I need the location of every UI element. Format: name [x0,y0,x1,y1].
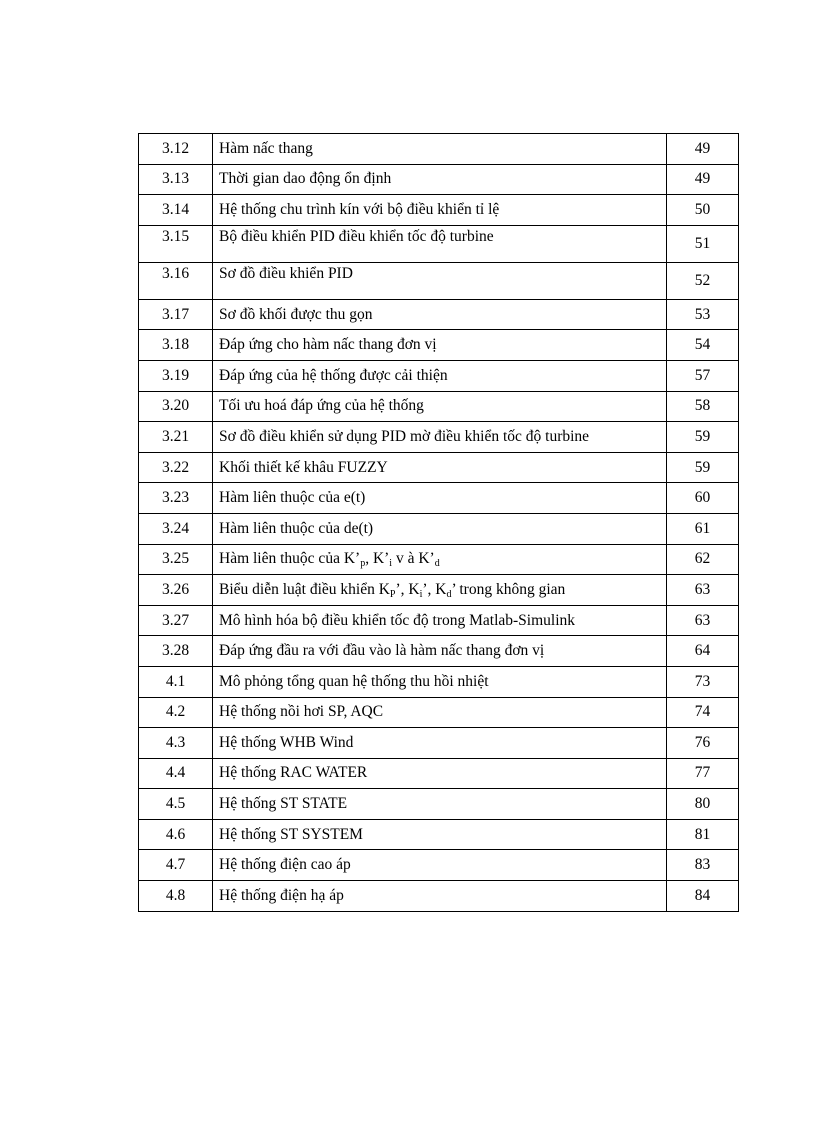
table-row [139,666,739,697]
table-row [139,483,739,514]
figure-title: Mô phỏng tổng quan hệ thống thu hồi nhiệt [213,666,667,697]
page-number: 60 [667,483,739,514]
page-number: 74 [667,697,739,728]
page-number: 53 [667,299,739,330]
page-number: 81 [667,819,739,850]
table-row [139,262,739,299]
figure-title: Đáp ứng cho hàm nấc thang đơn vị [213,330,667,361]
table-row [139,636,739,667]
figure-number: 3.25 [139,544,213,575]
page-number: 59 [667,452,739,483]
figure-number: 3.28 [139,636,213,667]
table-row [139,391,739,422]
figure-number: 3.14 [139,195,213,226]
page-number: 83 [667,850,739,881]
figure-title: Biểu diễn luật điều khiển $K_P$’, $K_i$’, $K_d$’ trong không gian [213,575,667,606]
page-number: 63 [667,575,739,606]
figure-title: Bộ điều khiển PID điều khiển tốc độ turbine [213,225,667,262]
figure-number: 3.13 [139,164,213,195]
table-row [139,422,739,453]
page-number: 52 [667,262,739,299]
figure-title: Hệ thống điện hạ áp [213,881,667,912]
figure-number: 3.17 [139,299,213,330]
figure-title: Mô hình hóa bộ điều khiển tốc độ trong Matlab-Simulink [213,605,667,636]
table-row [139,330,739,361]
table-row [139,728,739,759]
page-number: 73 [667,666,739,697]
figure-number: 4.1 [139,666,213,697]
figure-number: 3.21 [139,422,213,453]
page-number: 62 [667,544,739,575]
figure-number: 4.7 [139,850,213,881]
table-row [139,544,739,575]
table-row [139,575,739,606]
figure-title: Hệ thống điện cao áp [213,850,667,881]
figure-title: Sơ đồ điều khiển sử dụng PID mờ điều khiển tốc độ turbine [213,422,667,453]
figure-index-table [138,133,739,912]
figure-number: 3.26 [139,575,213,606]
figure-number: 4.5 [139,789,213,820]
figure-title: Hàm liên thuộc của $K’_p$, $K’_i$ v à $K’_d$ [213,544,667,575]
table-row [139,195,739,226]
figure-title: Sơ đồ khối được thu gọn [213,299,667,330]
table-row [139,513,739,544]
figure-number: 3.23 [139,483,213,514]
page-number: 49 [667,164,739,195]
figure-number: 3.16 [139,262,213,299]
figure-title: Hệ thống WHB Wind [213,728,667,759]
figure-number: 4.3 [139,728,213,759]
figure-number: 4.2 [139,697,213,728]
table-row [139,819,739,850]
page-number: 76 [667,728,739,759]
figure-number: 4.4 [139,758,213,789]
figure-title: Hàm nấc thang [213,134,667,165]
figure-title: Hàm liên thuộc của e(t) [213,483,667,514]
table-row [139,881,739,912]
figure-title: Đáp ứng đầu ra với đầu vào là hàm nấc thang đơn vị [213,636,667,667]
figure-title: Đáp ứng của hệ thống được cải thiện [213,360,667,391]
figure-number: 3.24 [139,513,213,544]
table-row [139,850,739,881]
page-number: 84 [667,881,739,912]
figure-number: 3.20 [139,391,213,422]
figure-title: Hệ thống chu trình kín với bộ điều khiển tỉ lệ [213,195,667,226]
page-number: 80 [667,789,739,820]
table-row [139,225,739,262]
page-number: 61 [667,513,739,544]
figure-number: 3.12 [139,134,213,165]
page-number: 63 [667,605,739,636]
figure-title: Hệ thống RAC WATER [213,758,667,789]
table-row [139,758,739,789]
figure-number: 3.22 [139,452,213,483]
figure-number: 3.15 [139,225,213,262]
table-row [139,134,739,165]
figure-number: 3.18 [139,330,213,361]
figure-number: 4.6 [139,819,213,850]
figure-number: 4.8 [139,881,213,912]
table-row [139,360,739,391]
figure-title: Hệ thống ST STATE [213,789,667,820]
page-number: 59 [667,422,739,453]
page-number: 58 [667,391,739,422]
table-row [139,789,739,820]
figure-number: 3.27 [139,605,213,636]
figure-title: Hệ thống nồi hơi SP, AQC [213,697,667,728]
table-row [139,452,739,483]
figure-number: 3.19 [139,360,213,391]
page-number: 54 [667,330,739,361]
table-row [139,697,739,728]
page-number: 49 [667,134,739,165]
table-row [139,299,739,330]
page-number: 77 [667,758,739,789]
figure-title: Khối thiết kế khâu FUZZY [213,452,667,483]
figure-title: Hàm liên thuộc của de(t) [213,513,667,544]
table-row [139,605,739,636]
figure-title: Hệ thống ST SYSTEM [213,819,667,850]
page-number: 64 [667,636,739,667]
page-number: 51 [667,225,739,262]
page-number: 50 [667,195,739,226]
figure-title: Tối ưu hoá đáp ứng của hệ thống [213,391,667,422]
figure-title: Sơ đồ điều khiển PID [213,262,667,299]
page-number: 57 [667,360,739,391]
figure-title: Thời gian dao động ổn định [213,164,667,195]
table-row [139,164,739,195]
